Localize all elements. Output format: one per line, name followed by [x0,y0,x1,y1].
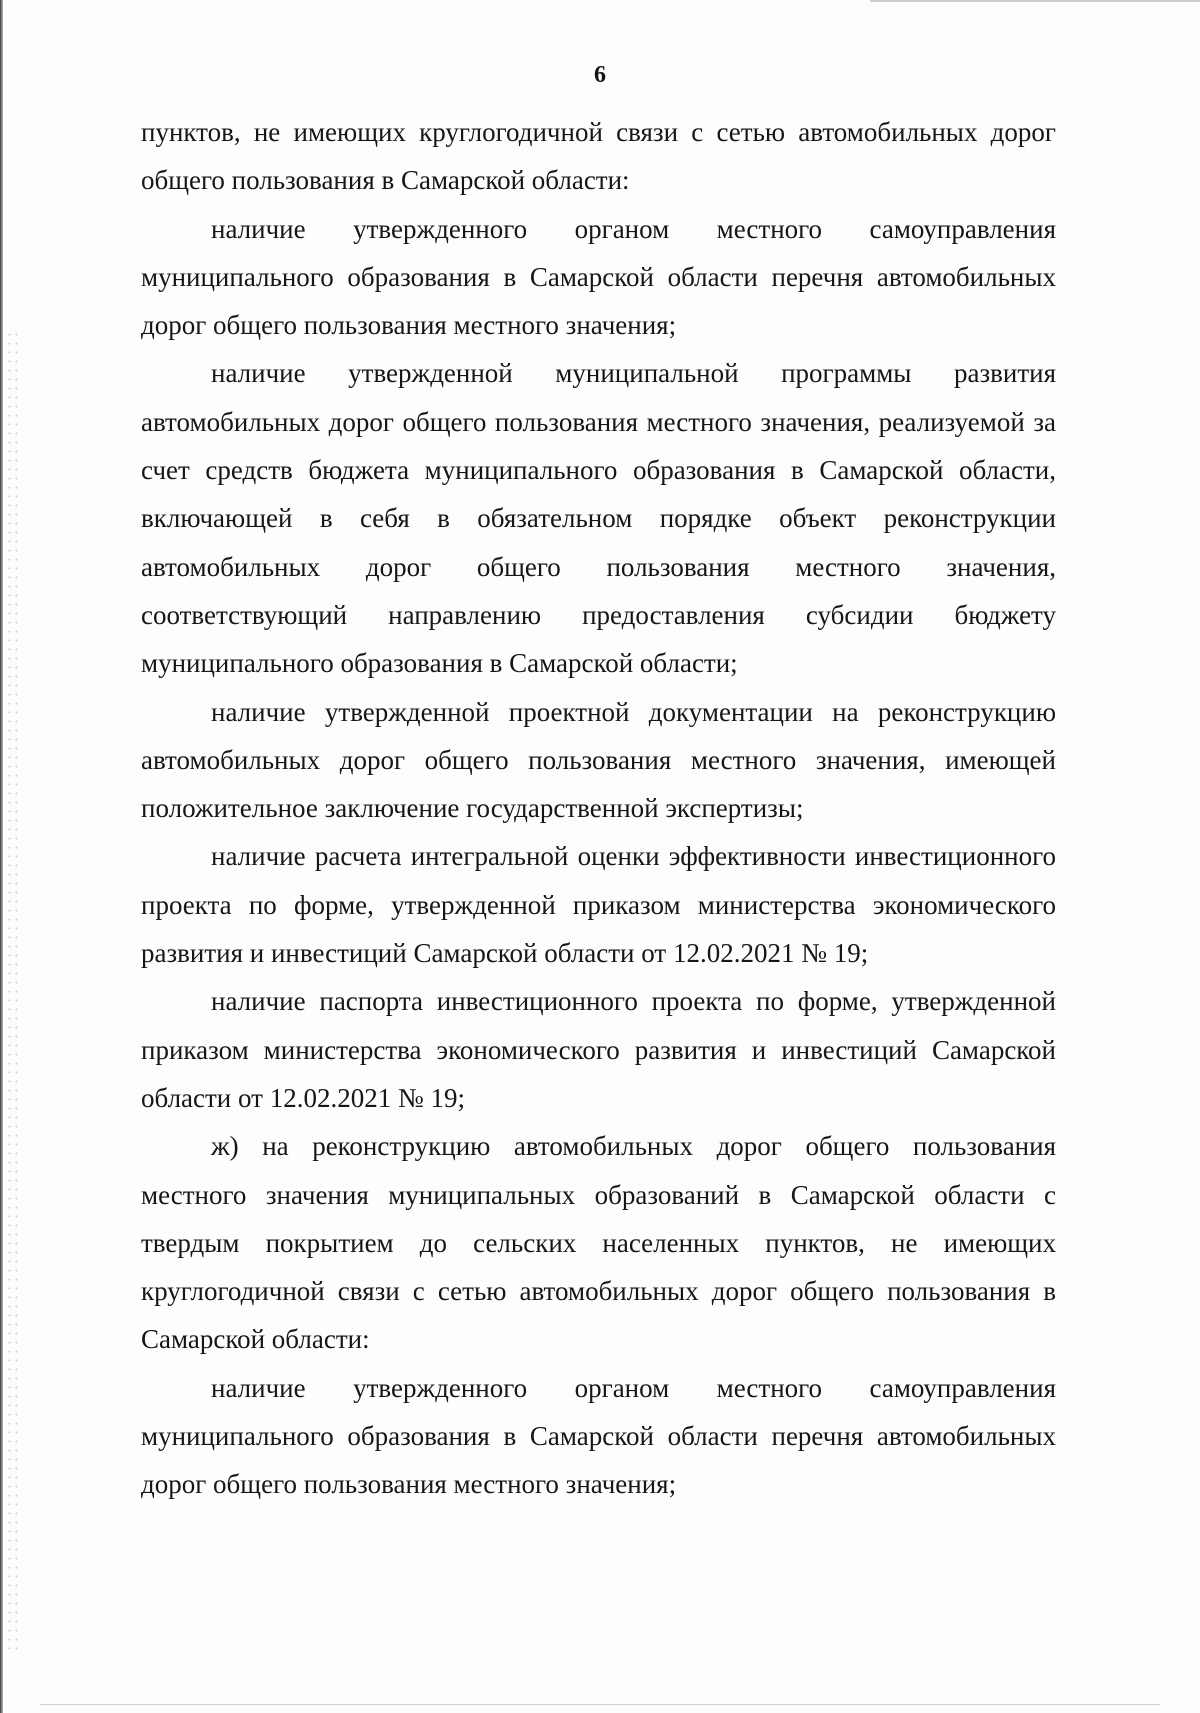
document-body [141,108,1056,1509]
paragraph-efficiency-assessment-requirement: наличие расчета интегральной оценки эффективности инвестиционного проекта по форме, утвержденной приказом министерства экономического развития и инвестиций Самарской области от 12.02.2021 № 19; [141,841,1056,969]
page-number: 6 [594,62,606,88]
scan-noise [6,330,20,1650]
paragraph-road-list-requirement: наличие утвержденного органом местного самоуправления муниципального образования в Самарской области перечня автомобильных дорог общего пользования местного значения; [141,213,1056,341]
paragraph-municipal-program-requirement: наличие утвержденной муниципальной программы развития автомобильных дорог общего пользования местного значения, реализуемой за счет средств бюджета муниципального образования в Самарской области, включающей в себя в обязательном порядке объект реконструкции автомобильных дорог общего пользования местного значения, соответствующий направлению предоставления субсидии бюджету муниципального образования в Самарской области; [141,358,1056,679]
scan-bottom-line [40,1704,1160,1705]
paragraph-project-documentation-requirement: наличие утвержденной проектной документации на реконструкцию автомобильных дорог общего пользования местного значения, имеющей положительное заключение государственной экспертизы; [141,696,1056,824]
paragraph-project-passport-requirement: наличие паспорта инвестиционного проекта по форме, утвержденной приказом министерства экономического развития и инвестиций Самарской области от 12.02.2021 № 19; [141,986,1056,1113]
paragraph-continuation: пунктов, не имеющих круглогодичной связи с сетью автомобильных дорог общего пользования в Самарской области: [141,117,1056,196]
paragraph-subitem-zh: ж) на реконструкцию автомобильных дорог общего пользования местного значения муниципальных образований в Самарской области с твердым покрытием до сельских населенных пунктов, не имеющих круглогодичной связи с сетью автомобильных дорог общего пользования в Самарской области: [141,1131,1056,1355]
scan-edge-shadow [0,0,3,1713]
scan-top-line [870,0,1200,2]
paragraph-road-list-requirement-repeat: наличие утвержденного органом местного самоуправления муниципального образования в Самарской области перечня автомобильных дорог общего пользования местного значения; [141,1372,1056,1500]
